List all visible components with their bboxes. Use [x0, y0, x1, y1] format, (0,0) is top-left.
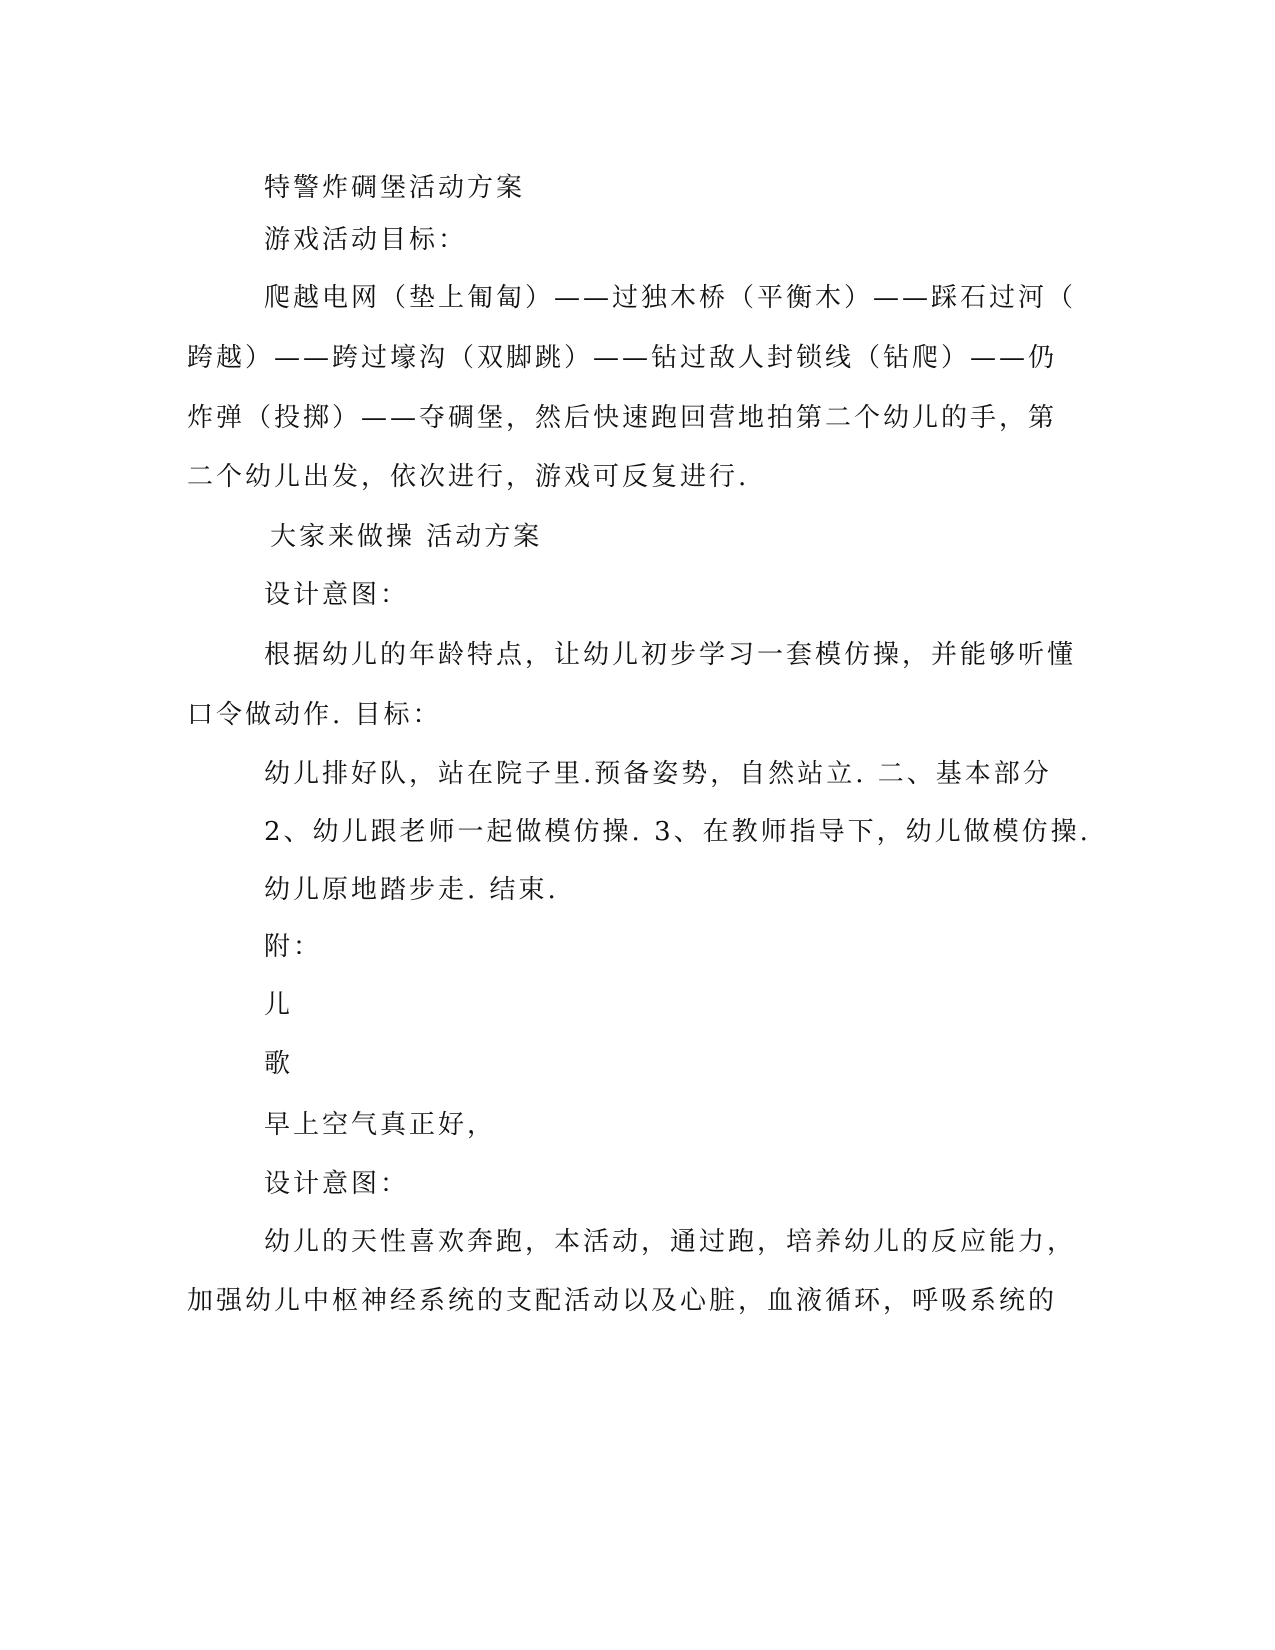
design-intent-heading: 设计意图： [264, 580, 410, 610]
song-line: 早上空气真正好， [264, 1110, 497, 1140]
paragraph-line: 幼儿排好队，站在院子里.预备姿势，自然站立. 二、基本部分 [264, 759, 1052, 789]
appendix-heading: 附： [264, 932, 323, 962]
song-label-part-2: 歌 [264, 1049, 294, 1079]
paragraph-line: 二个幼儿出发，依次进行，游戏可反复进行. [187, 462, 750, 492]
paragraph-line: 口令做动作. 目标： [187, 700, 442, 730]
title-exercise-plan: 大家来做操 活动方案 [270, 522, 543, 552]
song-label-part-1: 儿 [264, 990, 294, 1020]
paragraph-line: 2、幼儿跟老师一起做模仿操. 3、在教师指导下，幼儿做模仿操. [264, 817, 1091, 847]
paragraph-line: 幼儿的天性喜欢奔跑，本活动，通过跑，培养幼儿的反应能力， [264, 1227, 1077, 1257]
design-intent-heading: 设计意图： [264, 1169, 410, 1199]
title-special-police: 特警炸碉堡活动方案 [264, 173, 526, 203]
game-goal-heading: 游戏活动目标： [264, 225, 468, 255]
paragraph-line: 根据幼儿的年龄特点，让幼儿初步学习一套模仿操，并能够听懂 [264, 640, 1077, 670]
paragraph-line: 跨越）——跨过壕沟（双脚跳）——钻过敌人封锁线（钻爬）——仍 [187, 343, 1058, 373]
paragraph-line: 幼儿原地踏步走. 结束. [264, 875, 559, 905]
paragraph-line: 加强幼儿中枢神经系统的支配活动以及心脏，血液循环，呼吸系统的 [187, 1286, 1058, 1316]
paragraph-line: 爬越电网（垫上匍匐）——过独木桥（平衡木）——踩石过河（ [264, 283, 1077, 313]
paragraph-line: 炸弹（投掷）——夺碉堡，然后快速跑回营地拍第二个幼儿的手，第 [187, 403, 1058, 433]
